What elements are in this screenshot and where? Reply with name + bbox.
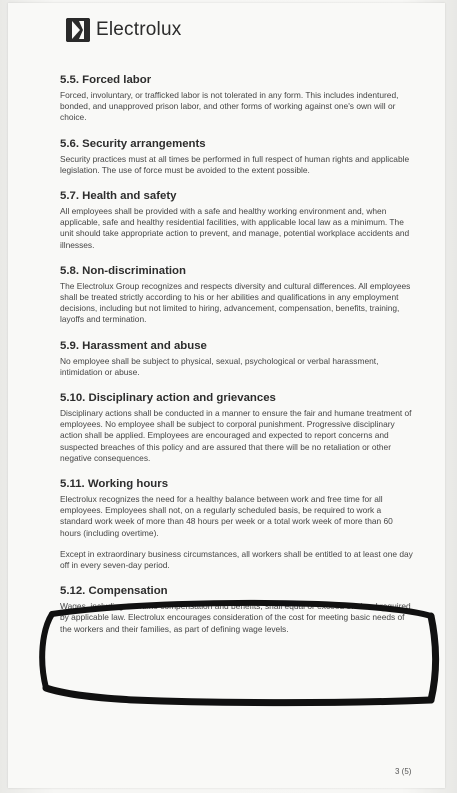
section-paragraph: Except in extraordinary business circumstances, all workers shall be entitled to at least one day off in every seven-day period. xyxy=(60,548,413,571)
section-paragraph: No employee shall be subject to physical, sexual, psychological or verbal harassment, intimidation or abuse. xyxy=(60,355,379,377)
brand-name: Electrolux xyxy=(96,19,182,40)
section-paragraph: The Electrolux Group recognizes and respects diversity and cultural differences. All employees shall be treated strictly according to his or her abilities and qualifications in any employment decisions, including but not limited to hiring, advancement, compensation, benefits, training, layoffs and termination. xyxy=(60,280,411,325)
section-heading: 5.7. Health and safety xyxy=(60,190,177,203)
document-body xyxy=(60,73,416,648)
section-working-hours xyxy=(60,477,416,571)
section-harassment-and-abuse xyxy=(60,339,416,378)
section-paragraph: Electrolux recognizes the need for a healthy balance between work and free time for all employees. Employees shall not, on a regularly scheduled basis, be required to work a standard work week of more than 48 hours per week or a total work week of more than 60 hours (including overtime). xyxy=(60,494,393,538)
section-forced-labor xyxy=(60,73,416,124)
section-heading: 5.9. Harassment and abuse xyxy=(60,339,207,352)
section-heading: 5.6. Security arrangements xyxy=(60,137,206,150)
section-heading: 5.5. Forced labor xyxy=(60,74,152,86)
section-heading: 5.11. Working hours xyxy=(60,478,169,491)
section-security-arrangements xyxy=(60,137,416,176)
section-heading: 5.8. Non-discrimination xyxy=(60,264,186,277)
section-heading: 5.12. Compensation xyxy=(60,585,168,598)
section-compensation xyxy=(60,584,416,635)
brand-header xyxy=(66,18,181,42)
section-paragraph: Forced, involuntary, or trafficked labor is not tolerated in any form. This includes indentured, bonded, and unapproved prison labor, and other forms of working against one's own will or choice. xyxy=(60,90,399,123)
section-non-discrimination xyxy=(60,264,416,326)
page-number: 3 (5) xyxy=(395,767,412,776)
section-disciplinary-action xyxy=(60,391,416,464)
electrolux-logo-icon xyxy=(66,18,90,42)
section-paragraph: Security practices must at all times be performed in full respect of human rights and applicable legislation. The use of force must be avoided to the extent possible. xyxy=(60,153,410,175)
section-heading: 5.10. Disciplinary action and grievances xyxy=(60,392,276,405)
section-paragraph: Disciplinary actions shall be conducted in a manner to ensure the fair and humane treatment of employees. No employee shall be subject to corporal punishment. Progressive disciplinary action shall be applied. Employees are encouraged and expected to report concerns and suspected breaches of this policy and are assured that there will be no retaliation or other negative consequences. xyxy=(60,408,412,463)
section-paragraph: Wages, including overtime compensation and benefits, shall equal or exceed the level required by applicable law. Electrolux encourages consideration of the cost for meeting basic needs of the workers and their families, as part of defining wage levels. xyxy=(60,601,411,634)
section-paragraph: All employees shall be provided with a safe and healthy working environment and, when applicable, safe and healthy residential facilities, with applicable local law as a minimum. The unit should take appropriate action to prevent, and manage, potential workplace accidents and illnesses. xyxy=(60,206,410,250)
section-health-and-safety xyxy=(60,189,416,251)
